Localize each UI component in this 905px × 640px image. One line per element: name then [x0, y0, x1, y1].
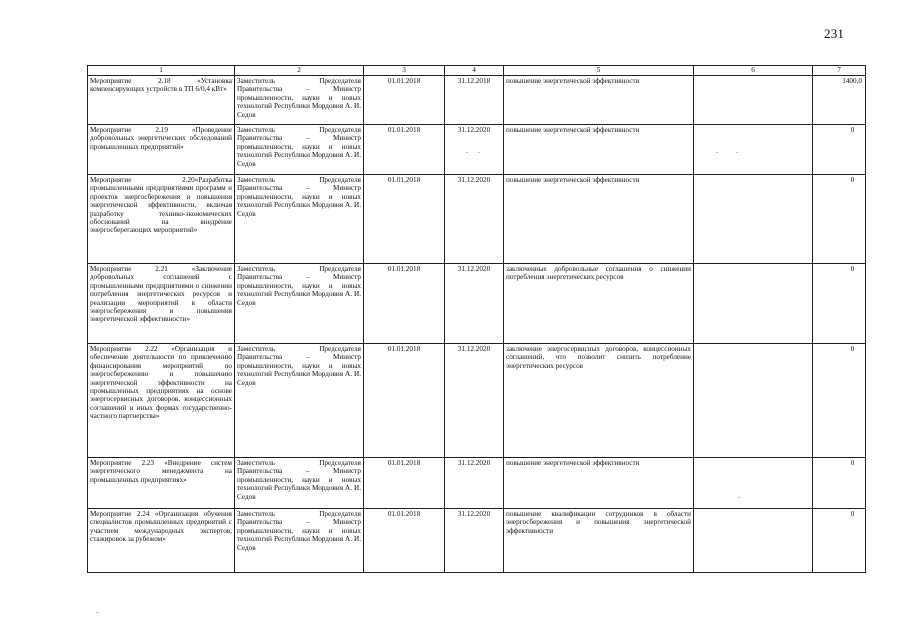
scan-speck [738, 497, 740, 498]
measure-cell: Мероприятие 2.21 «Заключение добровольных соглашений с промышленными предприятиями о снижении потребления энергетических ресурсов и реализации мероприятий в области энергосбережения и повышения энергетической эффективности» [88, 264, 235, 344]
table-header-row [88, 66, 866, 76]
measures-table [87, 65, 866, 573]
responsible-cell: Заместитель Председателя Правительства – Министр промышленности, науки и новых технологий Республики Мордовия А. И. Седов [235, 458, 364, 509]
amount-cell: 0 [813, 509, 866, 573]
measure-cell: Мероприятие 2.19 «Проведение добровольных энергетических обследований промышленных предприятий» [88, 125, 235, 175]
responsible-cell: Заместитель Председателя Правительства – Министр промышленности, науки и новых технологий Республики Мордовия А. И. Седов [235, 76, 364, 125]
end-date-cell: 31.12.2020 [445, 509, 504, 573]
result-cell: повышение энергетической эффективности [504, 458, 694, 509]
table-row [88, 125, 866, 175]
end-date-cell: 31.12.2020 [445, 264, 504, 344]
start-date-cell: 01.01.2018 [364, 125, 445, 175]
end-date-cell: 31.12.2018 [445, 76, 504, 125]
amount-cell: 0 [813, 125, 866, 175]
column-6-cell [694, 76, 813, 125]
scan-speck [736, 152, 738, 153]
result-cell: повышение энергетической эффективности [504, 76, 694, 125]
end-date-cell: 31.12.2020 [445, 458, 504, 509]
amount-cell: 0 [813, 264, 866, 344]
column-6-cell [694, 175, 813, 264]
amount-cell: 0 [813, 175, 866, 264]
measure-cell: Мероприятие 2.18 «Установка компенсирующих устройств в ТП 6/0,4 кВт» [88, 76, 235, 125]
table-row [88, 264, 866, 344]
table-row [88, 458, 866, 509]
end-date-cell: 31.12.2020 [445, 125, 504, 175]
responsible-cell: Заместитель Председателя Правительства – Министр промышленности, науки и новых технологий Республики Мордовия А. И. Седов [235, 509, 364, 573]
start-date-cell: 01.01.2018 [364, 175, 445, 264]
column-6-cell [694, 125, 813, 175]
result-cell: заключенные добровольные соглашения о снижении потребления энергетических ресурсов [504, 264, 694, 344]
column-header-1: 1 [88, 66, 235, 76]
column-header-5: 5 [504, 66, 694, 76]
result-cell: повышение энергетической эффективности [504, 175, 694, 264]
measure-cell: Мероприятие 2.24 «Организация обучения специалистов промышленных предприятий с участием международных экспертов, стажировок за рубежом» [88, 509, 235, 573]
column-6-cell [694, 509, 813, 573]
start-date-cell: 01.01.2018 [364, 458, 445, 509]
amount-cell: 0 [813, 458, 866, 509]
scan-speck [716, 152, 718, 153]
page-number: 231 [824, 26, 845, 41]
scan-speck [478, 152, 480, 153]
result-cell: заключение энергосервисных договоров, концессионных соглашений, что позволит снизить потребление энергетических ресурсов [504, 344, 694, 458]
column-6-cell [694, 264, 813, 344]
column-6-cell [694, 458, 813, 509]
column-header-7: 7 [813, 66, 866, 76]
result-cell: повышение энергетической эффективности [504, 125, 694, 175]
scan-speck [466, 152, 468, 153]
result-cell: повышение квалификации сотрудников в области энергосбережения и повышения энергетической эффективности [504, 509, 694, 573]
start-date-cell: 01.01.2018 [364, 264, 445, 344]
responsible-cell: Заместитель Председателя Правительства – Министр промышленности, науки и новых технологий Республики Мордовия А. И. Седов [235, 344, 364, 458]
measure-cell: Мероприятие 2.22 «Организация и обеспечение деятельности по привлечению финансирования мероприятий по энергосбережению и повышению энергетической эффективности на промышленных предприятиях на основе энергосервисных договоров, концессионных соглашений и иных формах государственно-частного партнерства» [88, 344, 235, 458]
responsible-cell: Заместитель Председателя Правительства – Министр промышленности, науки и новых технологий Республики Мордовия А. И. Седов [235, 175, 364, 264]
column-header-6: 6 [694, 66, 813, 76]
amount-cell: 1400,0 [813, 76, 866, 125]
end-date-cell: 31.12.2020 [445, 175, 504, 264]
end-date-cell: 31.12.2020 [445, 344, 504, 458]
column-header-4: 4 [445, 66, 504, 76]
responsible-cell: Заместитель Председателя Правительства – Министр промышленности, науки и новых технологий Республики Мордовия А. И. Седов [235, 125, 364, 175]
start-date-cell: 01.01.2018 [364, 76, 445, 125]
start-date-cell: 01.01.2018 [364, 344, 445, 458]
measure-cell: Мероприятие 2.23 «Внедрение систем энергетического менеджмента на промышленных предприятиях» [88, 458, 235, 509]
start-date-cell: 01.01.2018 [364, 509, 445, 573]
column-header-2: 2 [235, 66, 364, 76]
responsible-cell: Заместитель Председателя Правительства – Министр промышленности, науки и новых технологий Республики Мордовия А. И. Седов [235, 264, 364, 344]
column-header-3: 3 [364, 66, 445, 76]
amount-cell: 0 [813, 344, 866, 458]
measure-cell: Мероприятие 2.20«Разработка промышленными предприятиями программ и проектов энергосбережения и повышения энергетической эффективности, включая разработку технико-экономических обоснований на внедрение энергосберегающих мероприятий» [88, 175, 235, 264]
column-6-cell [694, 344, 813, 458]
table-row [88, 175, 866, 264]
table-row [88, 76, 866, 125]
table-row [88, 344, 866, 458]
table-row [88, 509, 866, 573]
scan-speck [96, 612, 99, 613]
